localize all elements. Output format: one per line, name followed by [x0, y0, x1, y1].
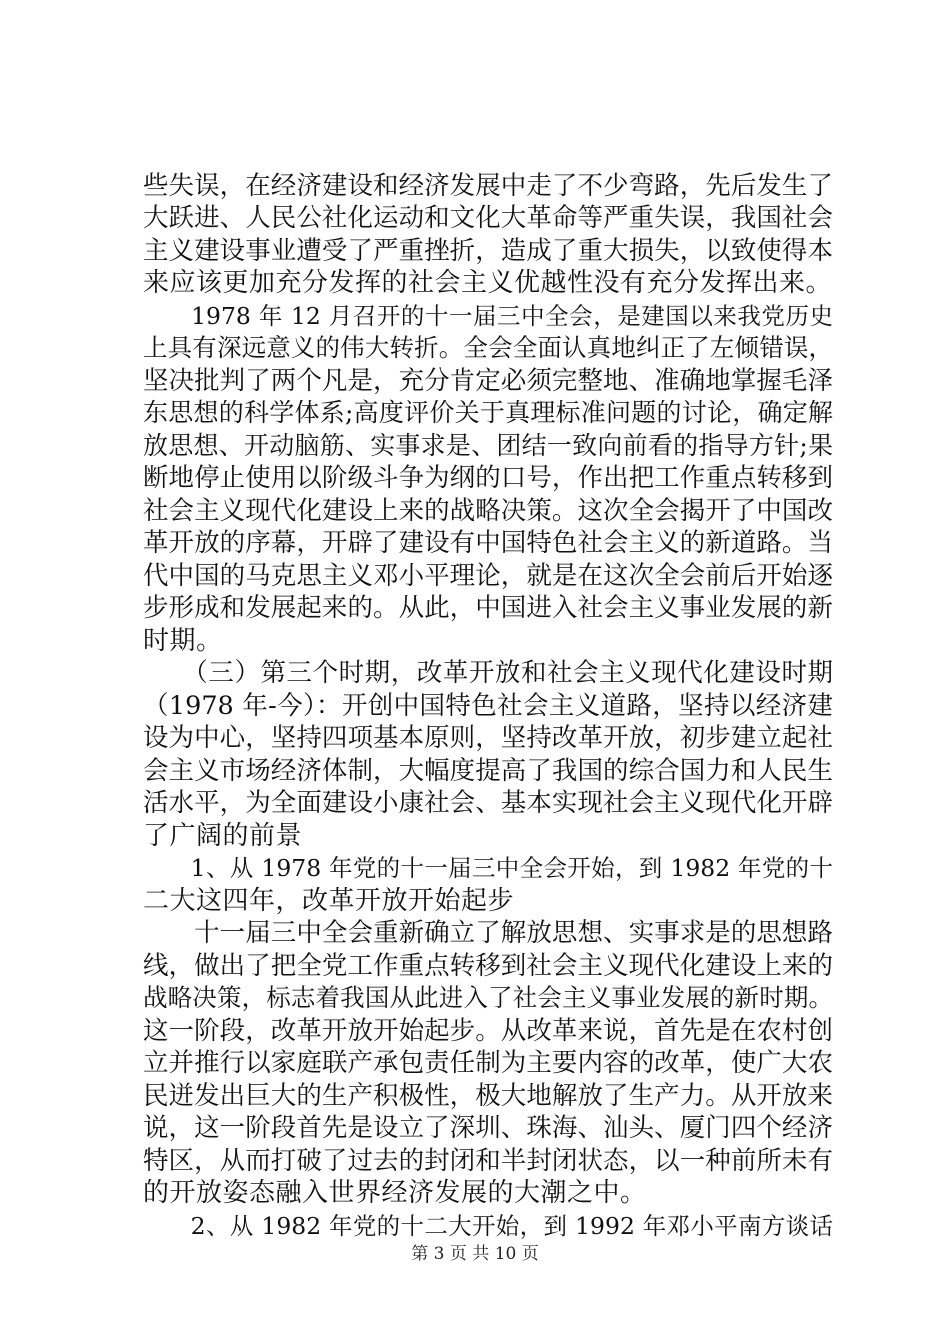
text-line: 战略决策，标志着我国从此进入了社会主义事业发展的新时期。: [143, 983, 833, 1012]
text-line: 二大这四年，改革开放开始起步: [143, 886, 515, 916]
text-line: 活水平，为全面建设小康社会、基本实现社会主义现代化开辟: [143, 788, 833, 818]
text-line: 2、从 1982 年党的十二大开始，到 1992 年邓小平南方谈话: [143, 1212, 833, 1240]
text-line: 代中国的马克思主义邓小平理论，就是在这次全会前后开始逐: [143, 561, 833, 591]
text-line: 些失误，在经济建设和经济发展中走了不少弯路，先后发生了: [143, 171, 833, 201]
text-line: 步形成和发展起来的。从此，中国进入社会主义事业发展的新: [143, 593, 833, 623]
text-line: 会主义市场经济体制，大幅度提高了我国的综合国力和人民生: [143, 756, 833, 786]
text-line: 这一阶段，改革开放开始起步。从改革来说，首先是在农村创: [143, 1016, 833, 1046]
text-line: 的开放姿态融入世界经济发展的大潮之中。: [143, 1178, 647, 1208]
text-line: 1、从 1978 年党的十一届三中全会开始，到 1982 年党的十: [143, 854, 833, 882]
text-line: 了广阔的前景: [143, 821, 303, 851]
text-line: 革开放的序幕，开辟了建设有中国特色社会主义的新道路。当: [143, 528, 833, 558]
text-line: （三）第三个时期，改革开放和社会主义现代化建设时期: [143, 658, 833, 688]
text-line: 1978 年 12 月召开的十一届三中全会，是建国以来我党历史: [143, 302, 833, 330]
text-line: 断地停止使用以阶级斗争为纲的口号，作出把工作重点转移到: [143, 463, 833, 493]
text-line: 线，做出了把全党工作重点转移到社会主义现代化建设上来的: [143, 951, 833, 981]
page-number-footer: 第 3 页 共 10 页: [411, 1244, 539, 1264]
text-line: 社会主义现代化建设上来的战略决策。这次全会揭开了中国改: [143, 496, 833, 526]
text-line: 东思想的科学体系;高度评价关于真理标准问题的讨论，确定解: [143, 398, 833, 427]
text-line: 十一届三中全会重新确立了解放思想、实事求是的思想路: [143, 918, 833, 948]
text-line: 主义建设事业遭受了严重挫折，造成了重大损失，以致使得本: [143, 236, 833, 266]
text-line: （1978 年-今）：开创中国特色社会主义道路，坚持以经济建: [143, 691, 833, 721]
text-line: 说，这一阶段首先是设立了深圳、珠海、汕头、厦门四个经济: [143, 1113, 833, 1143]
text-line: 坚决批判了两个凡是，充分肯定必须完整地、准确地掌握毛泽: [143, 366, 833, 396]
text-line: 特区，从而打破了过去的封闭和半封闭状态，以一种前所未有: [143, 1146, 833, 1176]
text-line: 上具有深远意义的伟大转折。全会全面认真地纠正了左倾错误，: [143, 333, 833, 362]
text-line: 大跃进、人民公社化运动和文化大革命等严重失误，我国社会: [143, 203, 833, 233]
text-line: 设为中心，坚持四项基本原则，坚持改革开放，初步建立起社: [143, 723, 833, 753]
text-line: 放思想、开动脑筋、实事求是、团结一致向前看的指导方针;果: [143, 431, 833, 460]
text-line: 来应该更加充分发挥的社会主义优越性没有充分发挥出来。: [143, 268, 833, 298]
text-line: 立并推行以家庭联产承包责任制为主要内容的改革，使广大农: [143, 1048, 833, 1078]
text-line: 时期。: [143, 626, 223, 656]
text-line: 民迸发出巨大的生产积极性，极大地解放了生产力。从开放来: [143, 1081, 833, 1111]
